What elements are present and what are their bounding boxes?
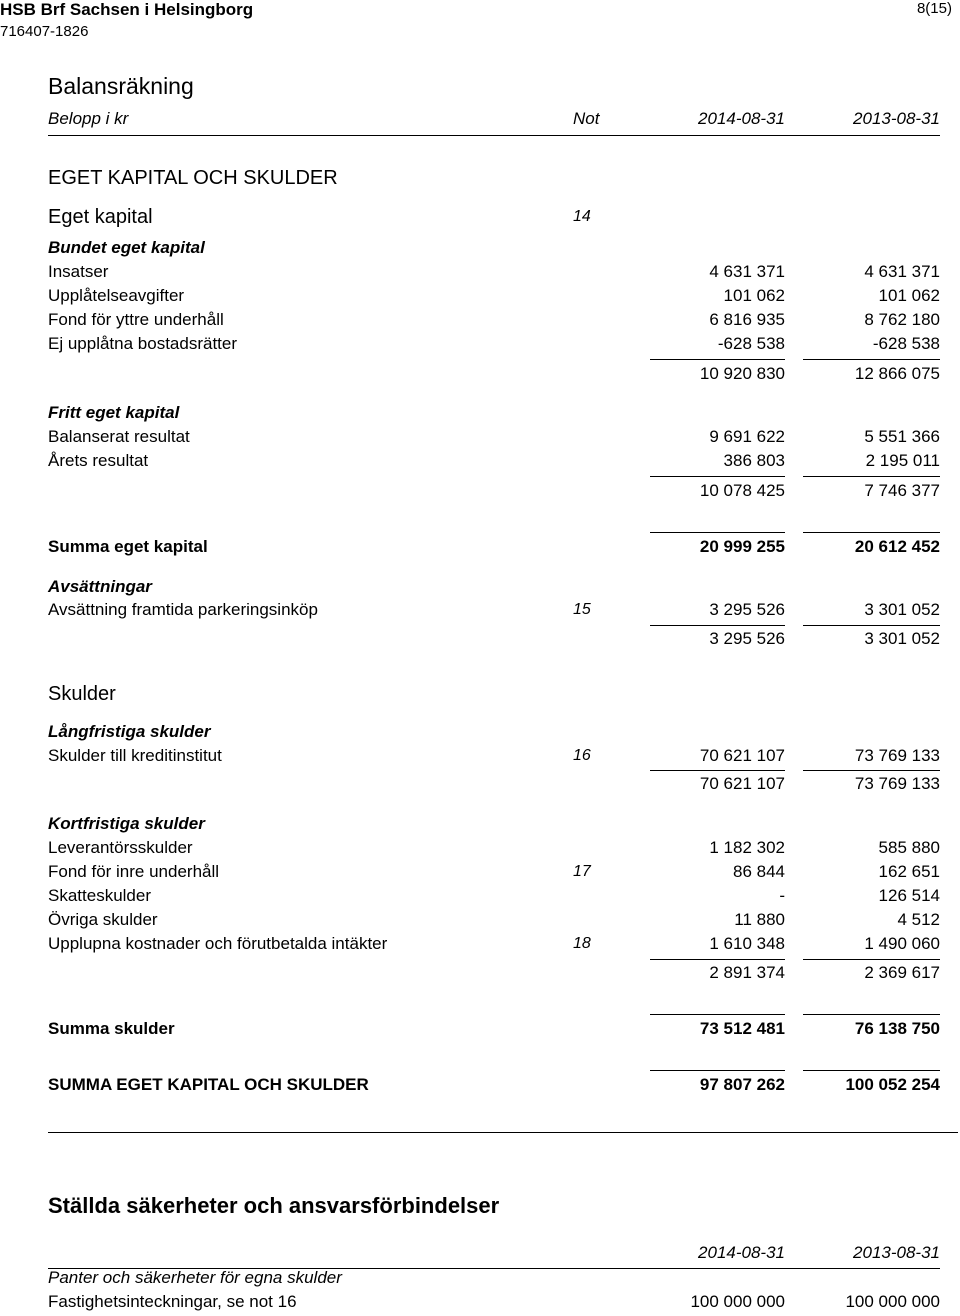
subtotal-line (650, 959, 785, 960)
total-2013: 20 612 452 (854, 537, 940, 556)
table-row (0, 600, 960, 624)
table-row (0, 262, 960, 286)
table-row (0, 746, 960, 770)
row-label: Upplåtelseavgifter (48, 286, 185, 305)
row-label: Skulder till kreditinstitut (48, 746, 222, 765)
subtotal-line (650, 476, 785, 477)
pledged-subheading-row (0, 1268, 960, 1292)
row-value-2013: 585 880 (878, 838, 940, 857)
row-value-2013: 5 551 366 (864, 427, 940, 446)
row-value-2013: 100 000 000 (845, 1292, 940, 1311)
subtotal-2013: 12 866 075 (854, 364, 940, 383)
table-row (0, 1292, 960, 1316)
table-row (0, 934, 960, 958)
table-row (0, 838, 960, 862)
subtotal-2014: 10 078 425 (699, 481, 785, 500)
grand-total-2014: 97 807 262 (699, 1075, 785, 1094)
grand-total-line (650, 1070, 785, 1071)
row-label: Ej upplåtna bostadsrätter (48, 334, 238, 353)
row-value-2014: 1 182 302 (709, 838, 785, 857)
row-value-2013: 2 195 011 (865, 451, 940, 470)
subtotal-2014: 10 920 830 (699, 364, 785, 383)
row-note: 18 (573, 935, 591, 952)
row-value-2014: 86 844 (733, 862, 785, 881)
equity-total-row (0, 537, 960, 561)
page-number: 8(15) (916, 0, 952, 17)
header-divider (48, 135, 940, 136)
section-divider (48, 1132, 958, 1133)
grand-total-row (0, 1075, 960, 1099)
long-term-heading (0, 722, 960, 746)
subtotal-line (803, 359, 940, 360)
pledged-year2: 2013-08-31 (853, 1243, 940, 1262)
row-value-2013: 8 762 180 (864, 310, 940, 329)
row-value-2014: -628 538 (717, 334, 785, 353)
subtotal-line (803, 625, 940, 626)
table-row (0, 286, 960, 310)
row-label: Fond för yttre underhåll (48, 310, 224, 329)
total-label: Summa eget kapital (48, 537, 208, 556)
pledged-heading: Ställda säkerheter och ansvarsförbindelser (48, 1193, 500, 1218)
total-2014: 73 512 481 (699, 1019, 785, 1038)
total-line (650, 532, 785, 533)
subtotal-2013: 3 301 052 (864, 629, 940, 648)
table-row (0, 886, 960, 910)
row-value-2013: 73 769 133 (854, 746, 940, 765)
row-value-2014: 101 062 (723, 286, 785, 305)
subtotal-line (803, 770, 940, 771)
table-row (0, 910, 960, 934)
row-value-2013: 162 651 (878, 862, 940, 881)
row-label: Skatteskulder (48, 886, 151, 905)
year1-label: 2014-08-31 (698, 109, 785, 128)
row-note: 16 (573, 747, 591, 764)
total-line (650, 1014, 785, 1015)
subtotal-line (650, 770, 785, 771)
column-header-row (0, 109, 960, 133)
year2-label: 2013-08-31 (853, 109, 940, 128)
subtotal-line (650, 359, 785, 360)
row-label: Avsättning framtida parkeringsinköp (48, 600, 318, 619)
row-value-2014: - (779, 886, 785, 905)
row-label: Leverantörsskulder (48, 838, 193, 857)
subtotal-line (803, 476, 940, 477)
subtotal-line (803, 959, 940, 960)
row-value-2013: 101 062 (878, 286, 940, 305)
row-label: Årets resultat (48, 451, 149, 470)
liabilities-total-row (0, 1019, 960, 1043)
liabilities-heading: Skulder (48, 683, 116, 705)
row-value-2014: 70 621 107 (699, 746, 785, 765)
row-value-2013: 3 301 052 (864, 600, 940, 619)
subtotal-line (650, 625, 785, 626)
table-row (0, 427, 960, 451)
total-line (803, 532, 940, 533)
row-value-2014: 9 691 622 (709, 427, 785, 446)
subtotal-row (0, 963, 960, 987)
row-note: 15 (573, 601, 591, 618)
row-value-2014: 1 610 348 (709, 934, 785, 953)
total-line (803, 1014, 940, 1015)
page-title: Balansräkning (48, 73, 194, 99)
row-value-2013: 126 514 (878, 886, 940, 905)
row-note: 17 (573, 863, 591, 880)
row-label: Insatser (48, 262, 109, 281)
short-term-heading (0, 814, 960, 838)
row-value-2014: 100 000 000 (690, 1292, 785, 1311)
subtotal-2013: 2 369 617 (864, 963, 940, 982)
row-label: Fond för inre underhåll (48, 862, 220, 881)
subtotal-2013: 73 769 133 (854, 774, 940, 793)
row-label: Övriga skulder (48, 910, 158, 929)
total-2014: 20 999 255 (699, 537, 785, 556)
restricted-equity-heading (0, 238, 960, 262)
equity-heading-row (0, 206, 960, 230)
free-equity-heading (0, 403, 960, 427)
total-label: Summa skulder (48, 1019, 175, 1038)
row-value-2014: 4 631 371 (709, 262, 785, 281)
free-equity-label: Fritt eget kapital (48, 403, 180, 422)
subtotal-2014: 2 891 374 (709, 963, 785, 982)
restricted-equity-label: Bundet eget kapital (48, 238, 205, 257)
row-value-2014: 386 803 (723, 451, 785, 470)
grand-total-label: SUMMA EGET KAPITAL OCH SKULDER (48, 1075, 369, 1094)
row-value-2014: 11 880 (734, 910, 785, 929)
pledged-year1: 2014-08-31 (698, 1243, 785, 1262)
table-row (0, 334, 960, 358)
subtotal-row (0, 481, 960, 505)
organization-name: HSB Brf Sachsen i Helsingborg (0, 0, 254, 19)
row-label: Balanserat resultat (48, 427, 190, 446)
org-number: 716407-1826 (0, 23, 89, 40)
table-row (0, 862, 960, 886)
short-term-label: Kortfristiga skulder (48, 814, 205, 833)
amount-label: Belopp i kr (48, 109, 129, 128)
row-value-2014: 3 295 526 (709, 600, 785, 619)
provisions-label: Avsättningar (48, 577, 152, 596)
grand-total-2013: 100 052 254 (845, 1075, 940, 1094)
row-label: Fastighetsinteckningar, se not 16 (48, 1292, 297, 1311)
row-value-2014: 6 816 935 (709, 310, 785, 329)
total-2013: 76 138 750 (854, 1019, 940, 1038)
row-value-2013: 4 631 371 (864, 262, 940, 281)
row-value-2013: 1 490 060 (864, 934, 940, 953)
pledged-column-header (0, 1243, 960, 1267)
provisions-heading (0, 577, 960, 601)
note-column-label: Not (573, 109, 600, 128)
grand-total-line (803, 1070, 940, 1071)
subtotal-2014: 70 621 107 (699, 774, 785, 793)
subtotal-row (0, 774, 960, 798)
subtotal-2014: 3 295 526 (709, 629, 785, 648)
section-heading: EGET KAPITAL OCH SKULDER (48, 167, 338, 189)
equity-note: 14 (573, 208, 591, 225)
row-value-2013: -628 538 (872, 334, 940, 353)
equity-heading: Eget kapital (48, 206, 153, 228)
row-label: Upplupna kostnader och förutbetalda intäkter (48, 934, 388, 953)
pledged-subheading: Panter och säkerheter för egna skulder (48, 1268, 342, 1287)
row-value-2013: 4 512 (897, 910, 940, 929)
table-row (0, 451, 960, 475)
table-row (0, 310, 960, 334)
subtotal-row (0, 364, 960, 388)
long-term-label: Långfristiga skulder (48, 722, 211, 741)
subtotal-row (0, 629, 960, 653)
subtotal-2013: 7 746 377 (864, 481, 940, 500)
